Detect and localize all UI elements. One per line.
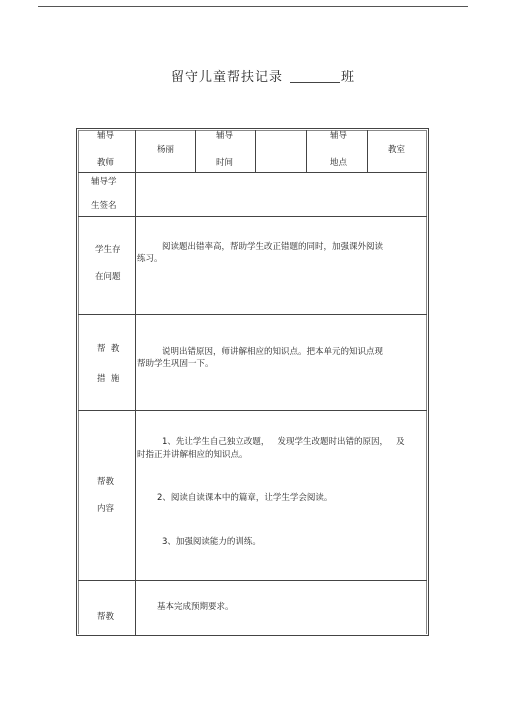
content-label-2: 内容 <box>97 504 115 514</box>
place-label-1: 辅导 <box>330 131 348 141</box>
table-border-left <box>76 128 77 636</box>
title-text: 留守儿童帮扶记录 <box>171 70 284 85</box>
measures-label-1: 帮 教 <box>97 344 120 354</box>
signature-label-1: 辅导学 <box>91 177 117 187</box>
table-border-top-inner <box>78 130 427 131</box>
row-sep-2 <box>78 216 427 217</box>
measures-text-line-2: 帮助学生巩固一下。 <box>137 359 214 369</box>
tutor-label-1: 辅导 <box>97 131 115 141</box>
place-value: 教室 <box>388 145 406 155</box>
effect-text: 基本完成预期要求。 <box>157 602 234 612</box>
content-label-1: 帮教 <box>97 477 115 487</box>
col-sep-h4 <box>367 130 368 172</box>
table-border-bottom <box>76 635 429 636</box>
col-sep-label <box>135 130 136 635</box>
problem-text-line-1: 阅读题出错率高，帮助学生改正错题的同时，加强课外阅读 <box>162 242 384 252</box>
row-sep-4 <box>78 410 427 411</box>
content-item2: 2、阅读自读课本中的篇章，让学生学会阅读。 <box>157 493 333 503</box>
effect-label: 帮教 <box>97 612 115 622</box>
tutor-label-2: 教师 <box>97 158 115 168</box>
table-border-right <box>428 128 429 636</box>
time-label-2: 时间 <box>216 158 234 168</box>
measures-text-line-1: 说明出错原因，师讲解相应的知识点。把本单元的知识点现 <box>162 347 384 357</box>
col-sep-h3 <box>306 130 307 172</box>
measures-label-2: 措 施 <box>97 374 120 384</box>
content-item1-line-1: 1、先让学生自己独立改题， 发现学生改题时出错的原因， 及 <box>162 437 405 447</box>
time-label-1: 辅导 <box>216 131 234 141</box>
tutor-value: 杨丽 <box>157 145 175 155</box>
problem-text-line-2: 练习。 <box>137 254 163 264</box>
problem-label-1: 学生存 <box>95 245 121 255</box>
table-border-left-inner <box>78 130 79 634</box>
row-sep-1 <box>78 172 427 173</box>
col-sep-h1 <box>195 130 196 172</box>
row-sep-3 <box>78 314 427 315</box>
signature-label-2: 生签名 <box>91 201 117 211</box>
title-suffix: 班 <box>341 70 355 85</box>
content-item3: 3、加强阅读能力的训练。 <box>162 537 261 547</box>
table-border-top <box>76 128 429 129</box>
row-sep-5 <box>78 580 427 581</box>
content-item1-line-2: 时指正并讲解相应的知识点。 <box>137 450 248 460</box>
col-sep-h2 <box>255 130 256 172</box>
place-label-2: 地点 <box>330 158 348 168</box>
table-border-right-inner <box>426 130 427 634</box>
problem-label-2: 在问题 <box>95 272 121 282</box>
